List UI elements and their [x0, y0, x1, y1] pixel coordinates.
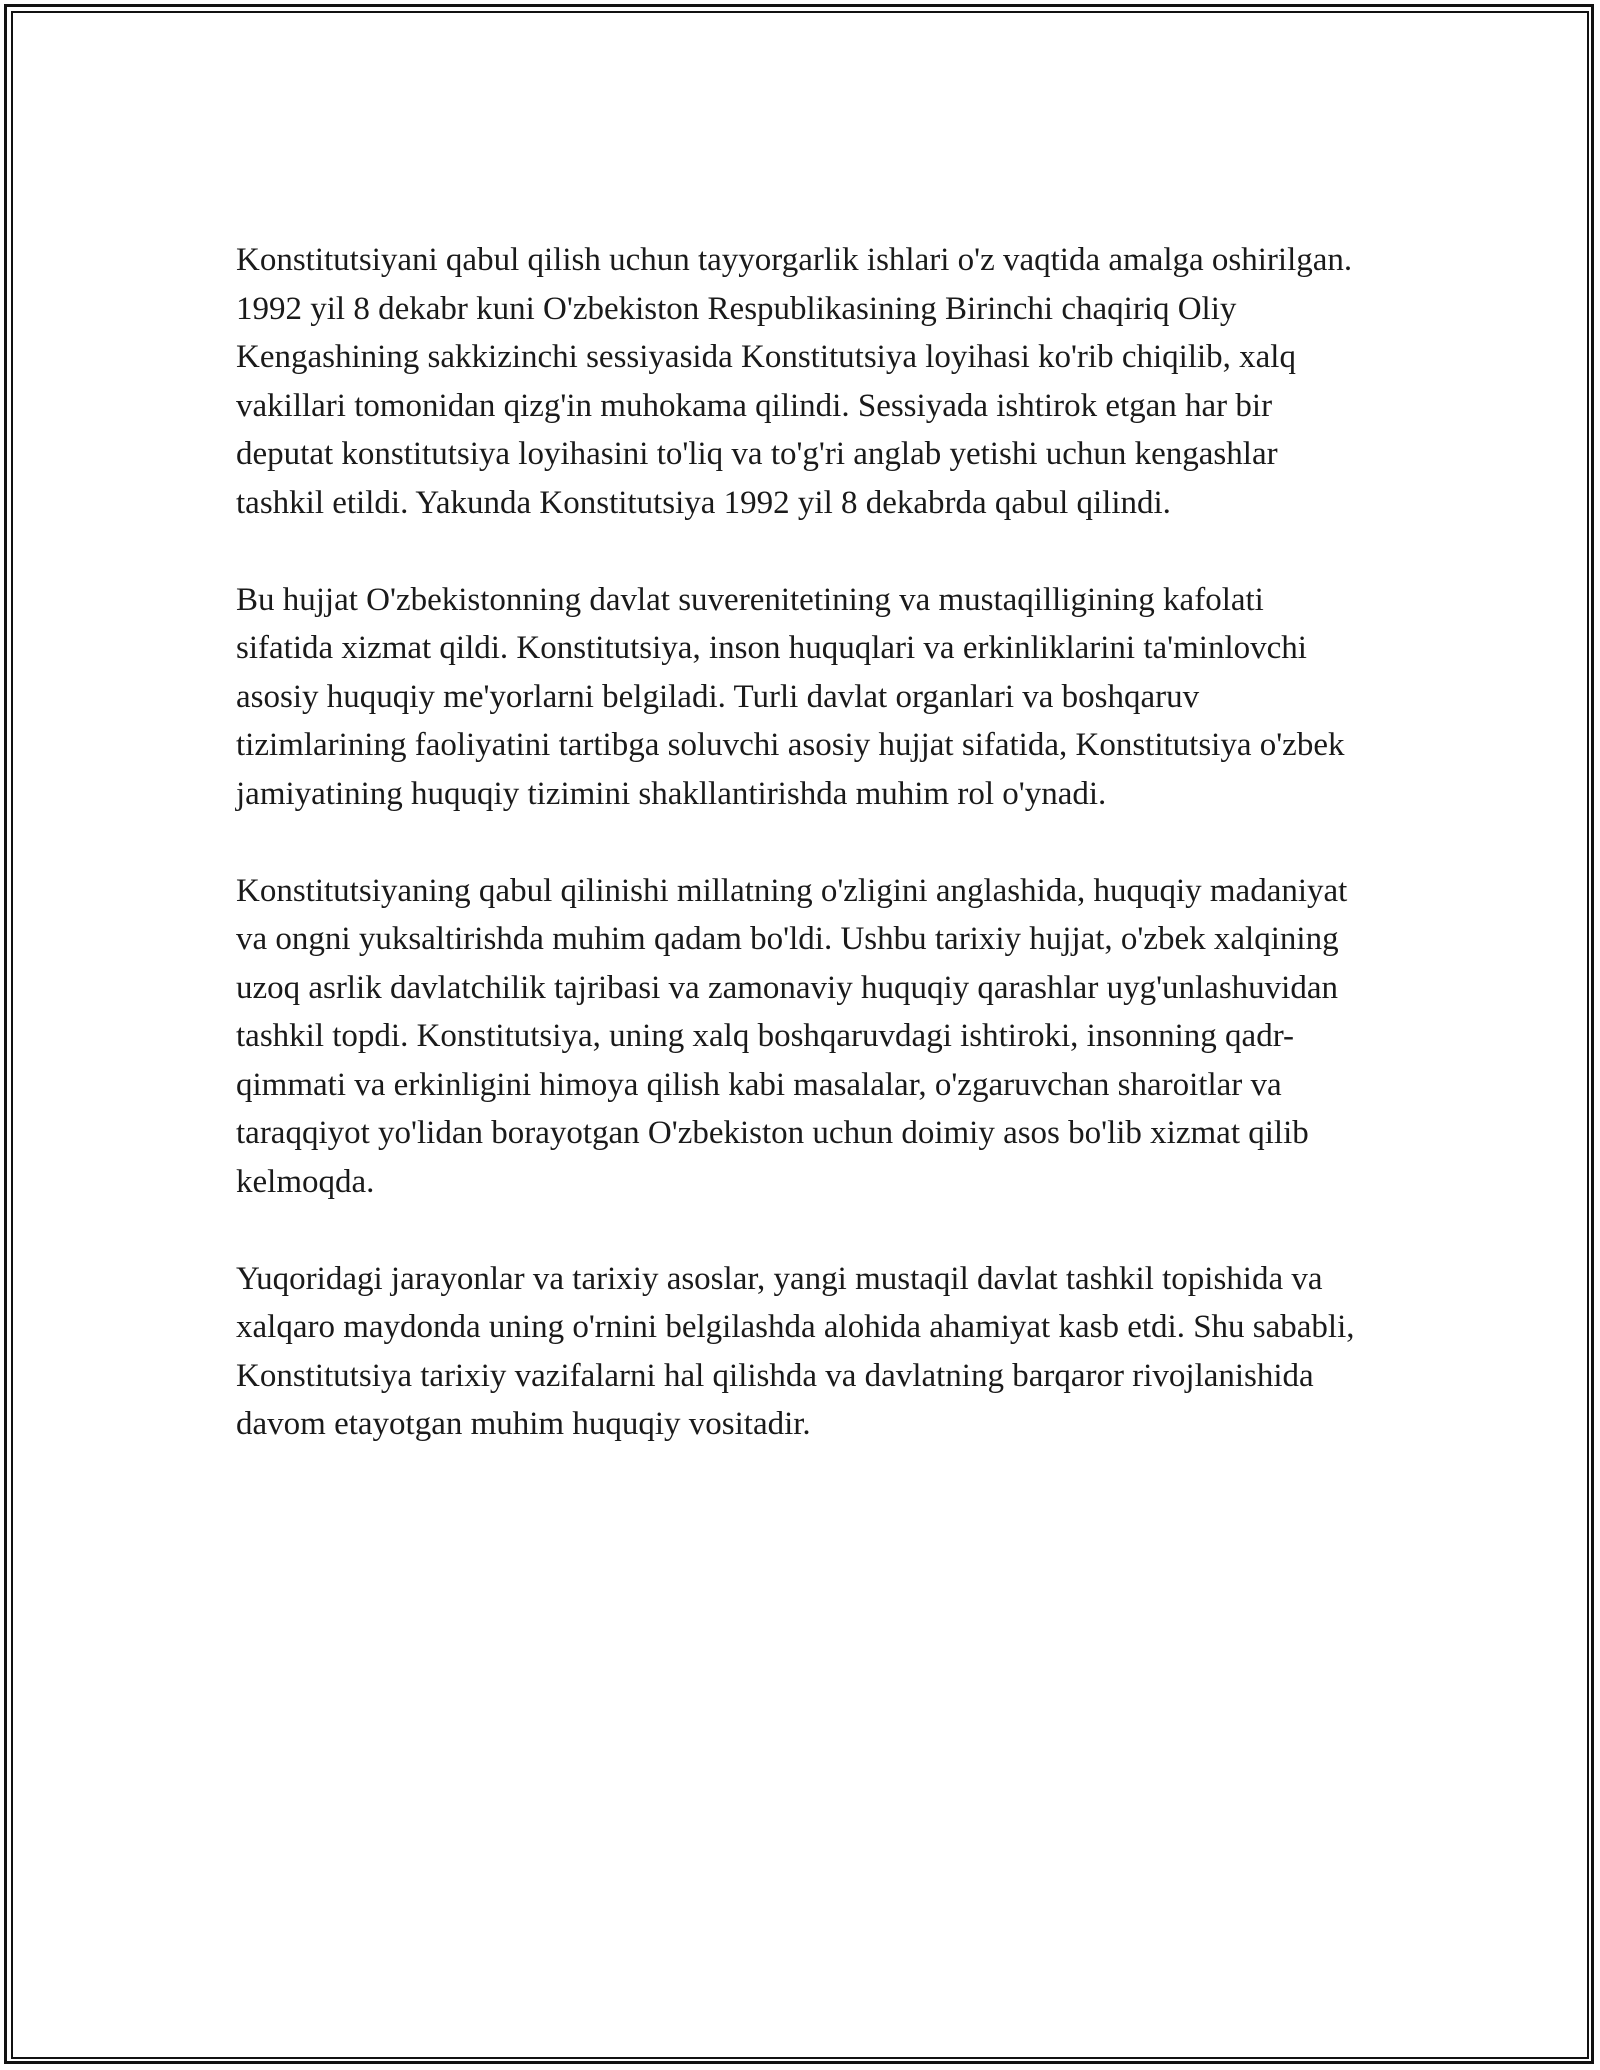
paragraph-1: Konstitutsiyani qabul qilish uchun tayyorgarlik ishlari o'z vaqtida amalga oshirilgan. 1992 yil 8 dekabr kuni O'zbekiston Respublikasining Birinchi chaqiriq Oliy Kengashining sakkizinchi sessiyasida Konstitutsiya loyihasi ko'rib chiqilib, xalq vakillari tomonidan qizg'in muhokama qilindi. Sessiyada ishtirok etgan har bir deputat konstitutsiya loyihasini to'liq va to'g'ri anglab yetishi uchun kengashlar tashkil etildi. Yakunda Konstitutsiya 1992 yil 8 dekabrda qabul qilindi.	[236, 242, 1353, 521]
document-body	[236, 236, 1366, 1497]
paragraph-3: Konstitutsiyaning qabul qilinishi millatning o'zligini anglashida, huquqiy madaniyat va ongni yuksaltirishda muhim qadam bo'ldi. Ushbu tarixiy hujjat, o'zbek xalqining uzoq asrlik davlatchilik tajribasi va zamonaviy huquqiy qarashlar uyg'unlashuvidan tashkil topdi. Konstitutsiya, uning xalq boshqaruvdagi ishtiroki, insonning qadr-qimmati va erkinligini himoya qilish kabi masalalar, o'zgaruvchan sharoitlar va taraqqiyot yo'lidan borayotgan O'zbekiston uchun doimiy asos bo'lib xizmat qilib kelmoqda.	[236, 872, 1348, 1200]
paragraph-2: Bu hujjat O'zbekistonning davlat suverenitetining va mustaqilligining kafolati sifatida xizmat qildi. Konstitutsiya, inson huquqlari va erkinliklarini ta'minlovchi asosiy huquqiy me'yorlarni belgiladi. Turli davlat organlari va boshqaruv tizimlarining faoliyatini tartibga soluvchi asosiy hujjat sifatida, Konstitutsiya o'zbek jamiyatining huquqiy tizimini shakllantirishda muhim rol o'ynadi.	[236, 581, 1345, 812]
paragraph-4: Yuqoridagi jarayonlar va tarixiy asoslar, yangi mustaqil davlat tashkil topishida va xalqaro maydonda uning o'rnini belgilashda alohida ahamiyat kasb etdi. Shu sababli, Konstitutsiya tarixiy vazifalarni hal qilishda va davlatning barqaror rivojlanishida davom etayotgan muhim huquqiy vositadir.	[236, 1260, 1355, 1442]
